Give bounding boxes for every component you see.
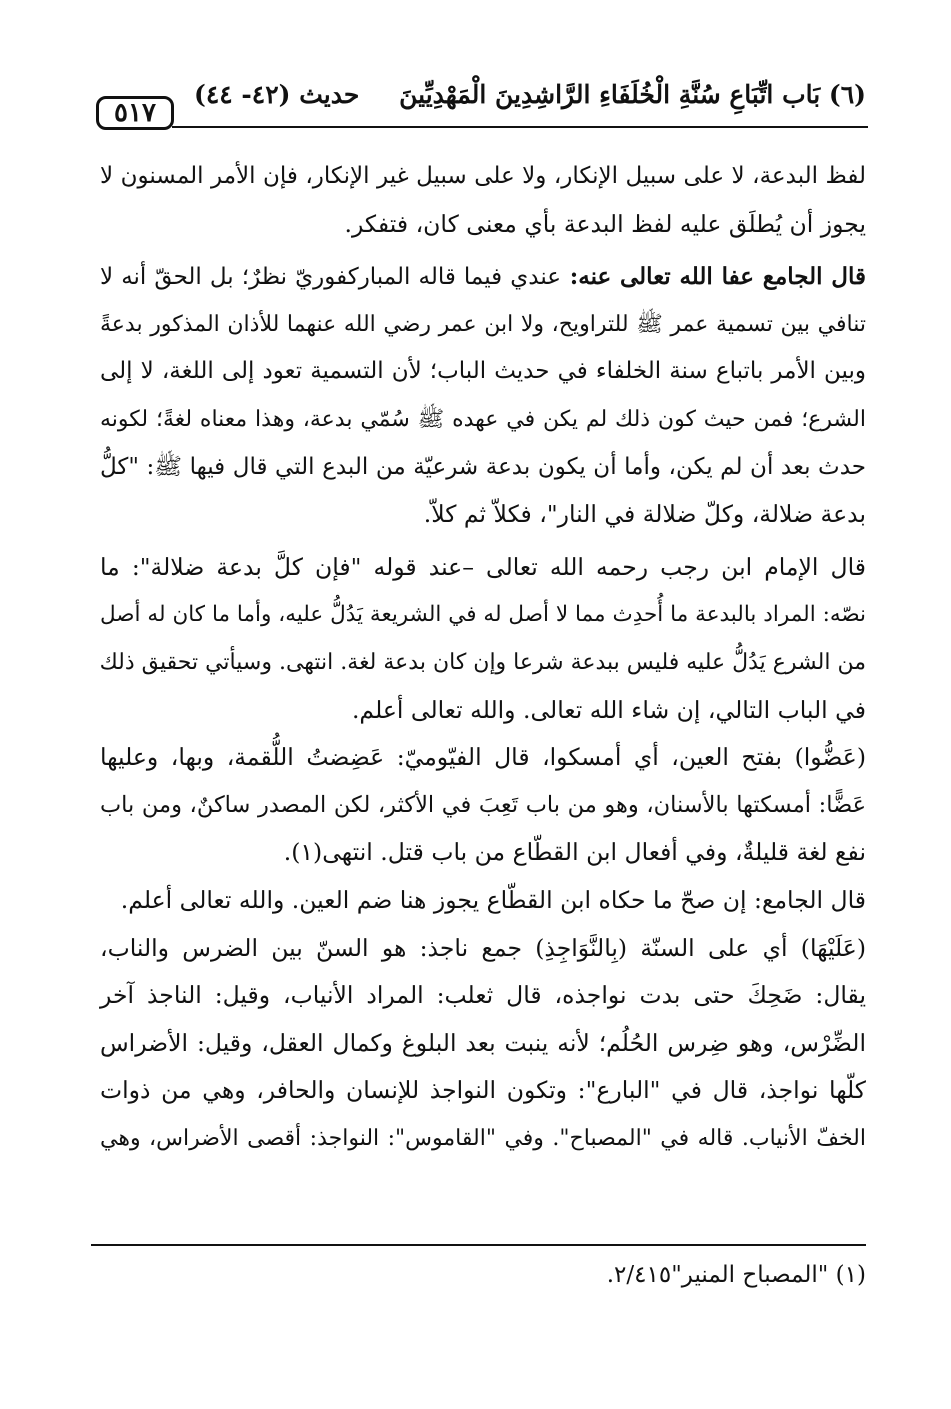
body-text [100, 153, 866, 1162]
text-line: نصّه: المراد بالبدعة ما أُحدِث مما لا أصل له في الشريعة يَدُلُّ عليه، وأما ما كان له أصل [100, 602, 866, 628]
text-line: بدعة ضلالة، وكلّ ضلالة في النار"، فكلاّ ثم كلاّ. [423, 500, 866, 529]
text-line: (عَضُّوا) بفتح العين، أي أمسكوا، قال الفيّوميّ: عَضِضتُ اللُّقمة، وبها، وعليها [100, 743, 866, 772]
text-line: حدث بعد أن لم يكن، وأما أن يكون بدعة شرعيّة من البدع التي قال فيها ﷺ: "كلُّ [100, 453, 866, 480]
text-line: عَضًّا: أمسكتها بالأسنان، وهو من باب تَعِبَ في الأكثر، لكن المصدر ساكنٌ، ومن باب [100, 791, 866, 818]
text-line: قال الإمام ابن رجب رحمه الله تعالى –عند قوله "فإن كلَّ بدعة ضلالة": ما [100, 552, 866, 581]
footnote-separator [91, 1244, 866, 1246]
text-line: قال الجامع: إن صحّ ما حكاه ابن القطّاع يجوز هنا ضم العين. والله تعالى أعلم. [120, 885, 866, 914]
text-line: نفع لغة قليلةٌ، وفي أفعال ابن القطّاع من باب قتل. انتهى(١). [283, 838, 866, 867]
text-line: تنافي بين تسمية عمر ﷺ للتراويح، ولا ابن عمر رضي الله عنهما للأذان المذكور بدعةً [100, 311, 866, 337]
text-line: يقال: ضَحِكَ حتى بدت نواجذه، قال ثعلب: المراد الأنياب، وقيل: الناجذ آخر [100, 981, 866, 1010]
text-line: الشرع؛ فمن حيث كون ذلك لم يكن في عهده ﷺ سُمّي بدعة، وهذا معناه لغةً؛ لكونه [100, 406, 866, 432]
page-number: ٥١٧ [96, 96, 174, 130]
page-header [96, 70, 866, 134]
text-line-rest: عندي فيما قاله المباركفوريّ نظرٌ؛ بل الحقّ أنه لا [100, 264, 561, 291]
text-line: وبين الأمر باتباع سنة الخلفاء في حديث الباب؛ لأن التسمية تعود إلى اللغة، لا إلى [100, 358, 866, 385]
text-line: الضِّرْس، وهو ضِرس الحُلُم؛ لأنه ينبت بعد البلوغ وكمال العقل، وقيل: الأضراس [100, 1028, 866, 1057]
text-line: في الباب التالي، إن شاء الله تعالى. والله تعالى أعلم. [351, 695, 866, 724]
footnote: (١) "المصباح المنير"٢/٤١٥. [606, 1262, 866, 1288]
chapter-title: (٦) بَاب اتِّبَاعِ سُنَّةِ الْخُلَفَاءِ الرَّاشِدِينَ الْمَهْدِيِّينَ [399, 80, 866, 109]
text-line: (عَلَيْهَا) أي على السنّة (بِالنَّوَاجِذِ) جمع ناجذ: هو السنّ بين الضرس والناب، [100, 933, 866, 962]
text-line: من الشرع يَدُلُّ عليه فليس ببدعة شرعا وإن كان بدعة لغة. انتهى. وسيأتي تحقيق ذلك [99, 649, 866, 675]
text-line: كلّها نواجذ، قال في "البارع": وتكون النواجذ للإنسان والحافر، وهي من ذوات [100, 1076, 866, 1105]
header-rule [172, 126, 868, 128]
text-line: يجوز أن يُطلَق عليه لفظ البدعة بأي معنى كان، فتفكر. [344, 209, 866, 238]
hadith-range: حديث (٤٢- ٤٤) [194, 80, 360, 109]
text-line: لفظ البدعة، لا على سبيل الإنكار، ولا على سبيل غير الإنكار، فإن الأمر المسنون لا [100, 163, 866, 189]
author-lead: قال الجامع عفا الله تعالى عنه: [560, 263, 867, 291]
text-line [100, 253, 866, 301]
text-line: الخفّ الأنياب. قاله في "المصباح". وفي "القاموس": النواجذ: أقصى الأضراس، وهي [100, 1125, 866, 1151]
